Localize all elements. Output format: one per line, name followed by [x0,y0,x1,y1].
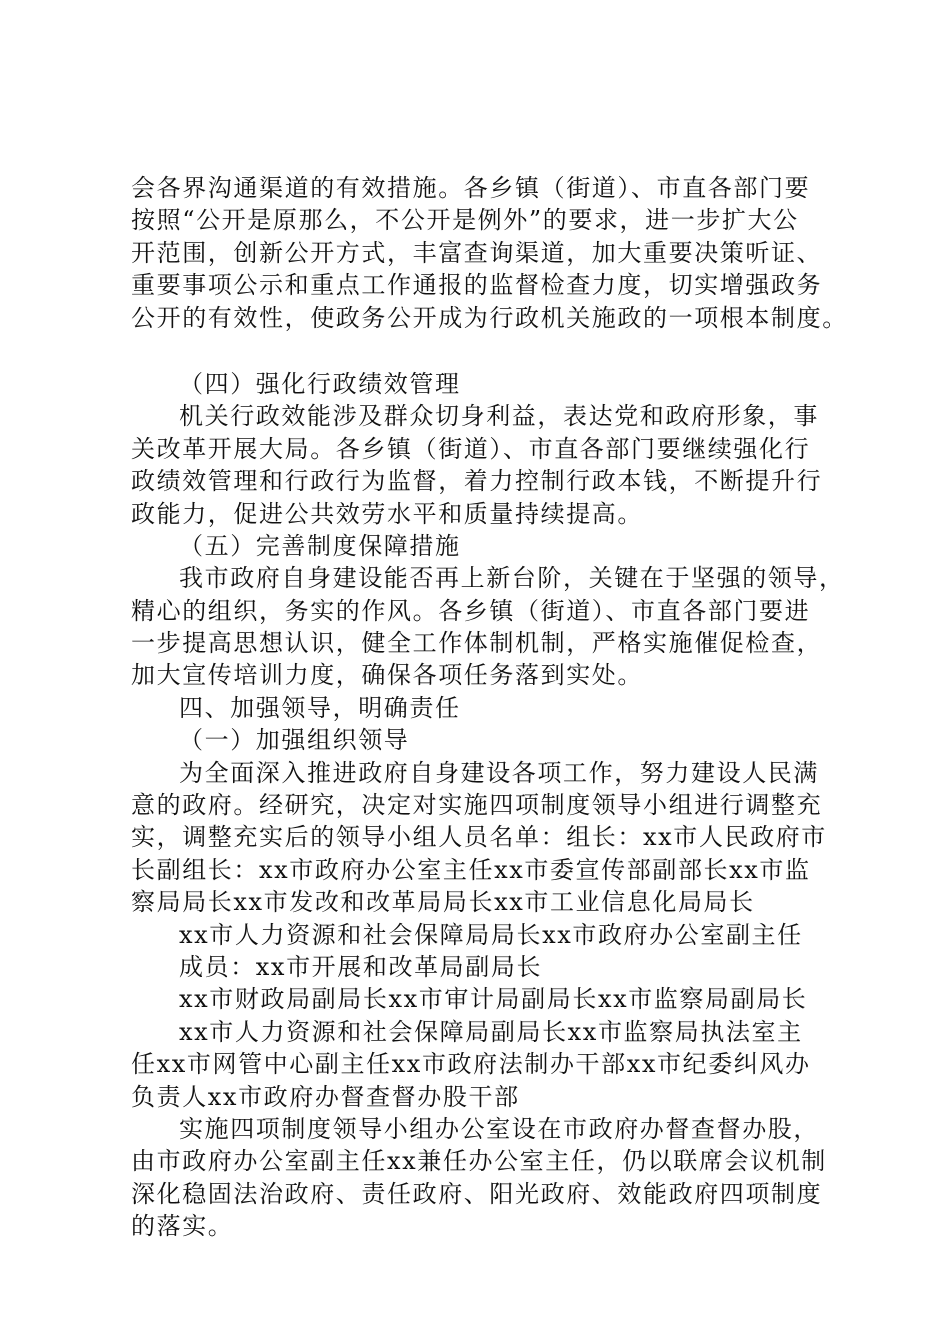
paragraph-performance [131,400,831,530]
text-line: xx市财政局副局长xx市审计局副局长xx市监察局副局长 [179,985,808,1014]
text-line: 成员：xx市开展和改革局副局长 [179,952,543,981]
text-line: 察局局长xx市发改和改革局局长xx市工业信息化局局长 [131,888,755,917]
text-line: 政绩效管理和行政行为监督，着力控制行政本钱，不断提升行 [131,467,823,496]
text-line: 按照“公开是原那么，不公开是例外”的要求，进一步扩大公 [131,206,799,235]
text-line: 的落实。 [131,1212,234,1241]
text-line: 负责人xx市政府办督查督办股干部 [131,1082,520,1111]
heading-organization-leadership: （一）加强组织领导 [179,726,410,755]
text-line: 为全面深入推进政府自身建设各项工作，努力建设人民满 [179,758,819,787]
text-line: 实，调整充实后的领导小组人员名单：组长：xx市人民政府市 [131,823,827,852]
text-line: 公开的有效性，使政务公开成为行政机关施政的一项根本制度。 [131,303,848,332]
paragraph-leadership-group [131,757,831,919]
text-line: 实施四项制度领导小组办公室设在市政府办督查督办股， [179,1114,819,1143]
heading-section-four: 四、加强领导，明确责任 [179,693,461,722]
text-line: 重要事项公示和重点工作通报的监督检查力度，切实增强政务 [131,271,823,300]
text-line: 精心的组织，务实的作风。各乡镇（街道）、市直各部门要进 [131,596,811,625]
text-line: 由市政府办公室副主任xx兼任办公室主任，仍以联席会议机制 [131,1147,827,1176]
text-line: 我市政府自身建设能否再上新台阶，关键在于坚强的领导， [179,564,845,593]
document-body [131,172,848,1243]
text-line: 意的政府。经研究，决定对实施四项制度领导小组进行调整充 [131,791,823,820]
text-line: xx市人力资源和社会保障局局长xx市政府办公室副主任 [179,920,803,949]
heading-performance-management: （四）强化行政绩效管理 [179,369,461,398]
paragraph-gap [131,334,831,368]
text-line: 机关行政效能涉及群众切身利益，表达党和政府形象，事 [179,402,819,431]
text-line: 一步提高思想认识，健全工作体制机制，严格实施催促检查， [131,629,823,658]
paragraph-office [131,1113,831,1243]
text-line: 会各界沟通渠道的有效措施。各乡镇（街道）、市直各部门要 [131,174,811,202]
paragraph-members [131,1016,831,1113]
paragraph-public-affairs [131,172,848,334]
text-line: 深化稳固法治政府、责任政府、阳光政府、效能政府四项制度 [131,1179,823,1208]
text-line: 开范围，创新公开方式，丰富查询渠道，加大重要决策听证、 [131,238,823,267]
paragraph-safeguard [131,562,845,692]
text-line: 任xx市网管中心副主任xx市政府法制办干部xx市纪委纠风办 [131,1050,811,1079]
text-line: 长副组长：xx市政府办公室主任xx市委宣传部副部长xx市监 [131,855,811,884]
heading-safeguard-measures: （五）完善制度保障措施 [179,531,461,560]
text-line: 关改革开展大局。各乡镇（街道）、市直各部门要继续强化行 [131,434,811,463]
text-line: 加大宣传培训力度，确保各项任务落到实处。 [131,661,643,690]
text-line: 政能力，促进公共效劳水平和质量持续提高。 [131,499,643,528]
text-line: xx市人力资源和社会保障局副局长xx市监察局执法室主 [179,1017,803,1046]
